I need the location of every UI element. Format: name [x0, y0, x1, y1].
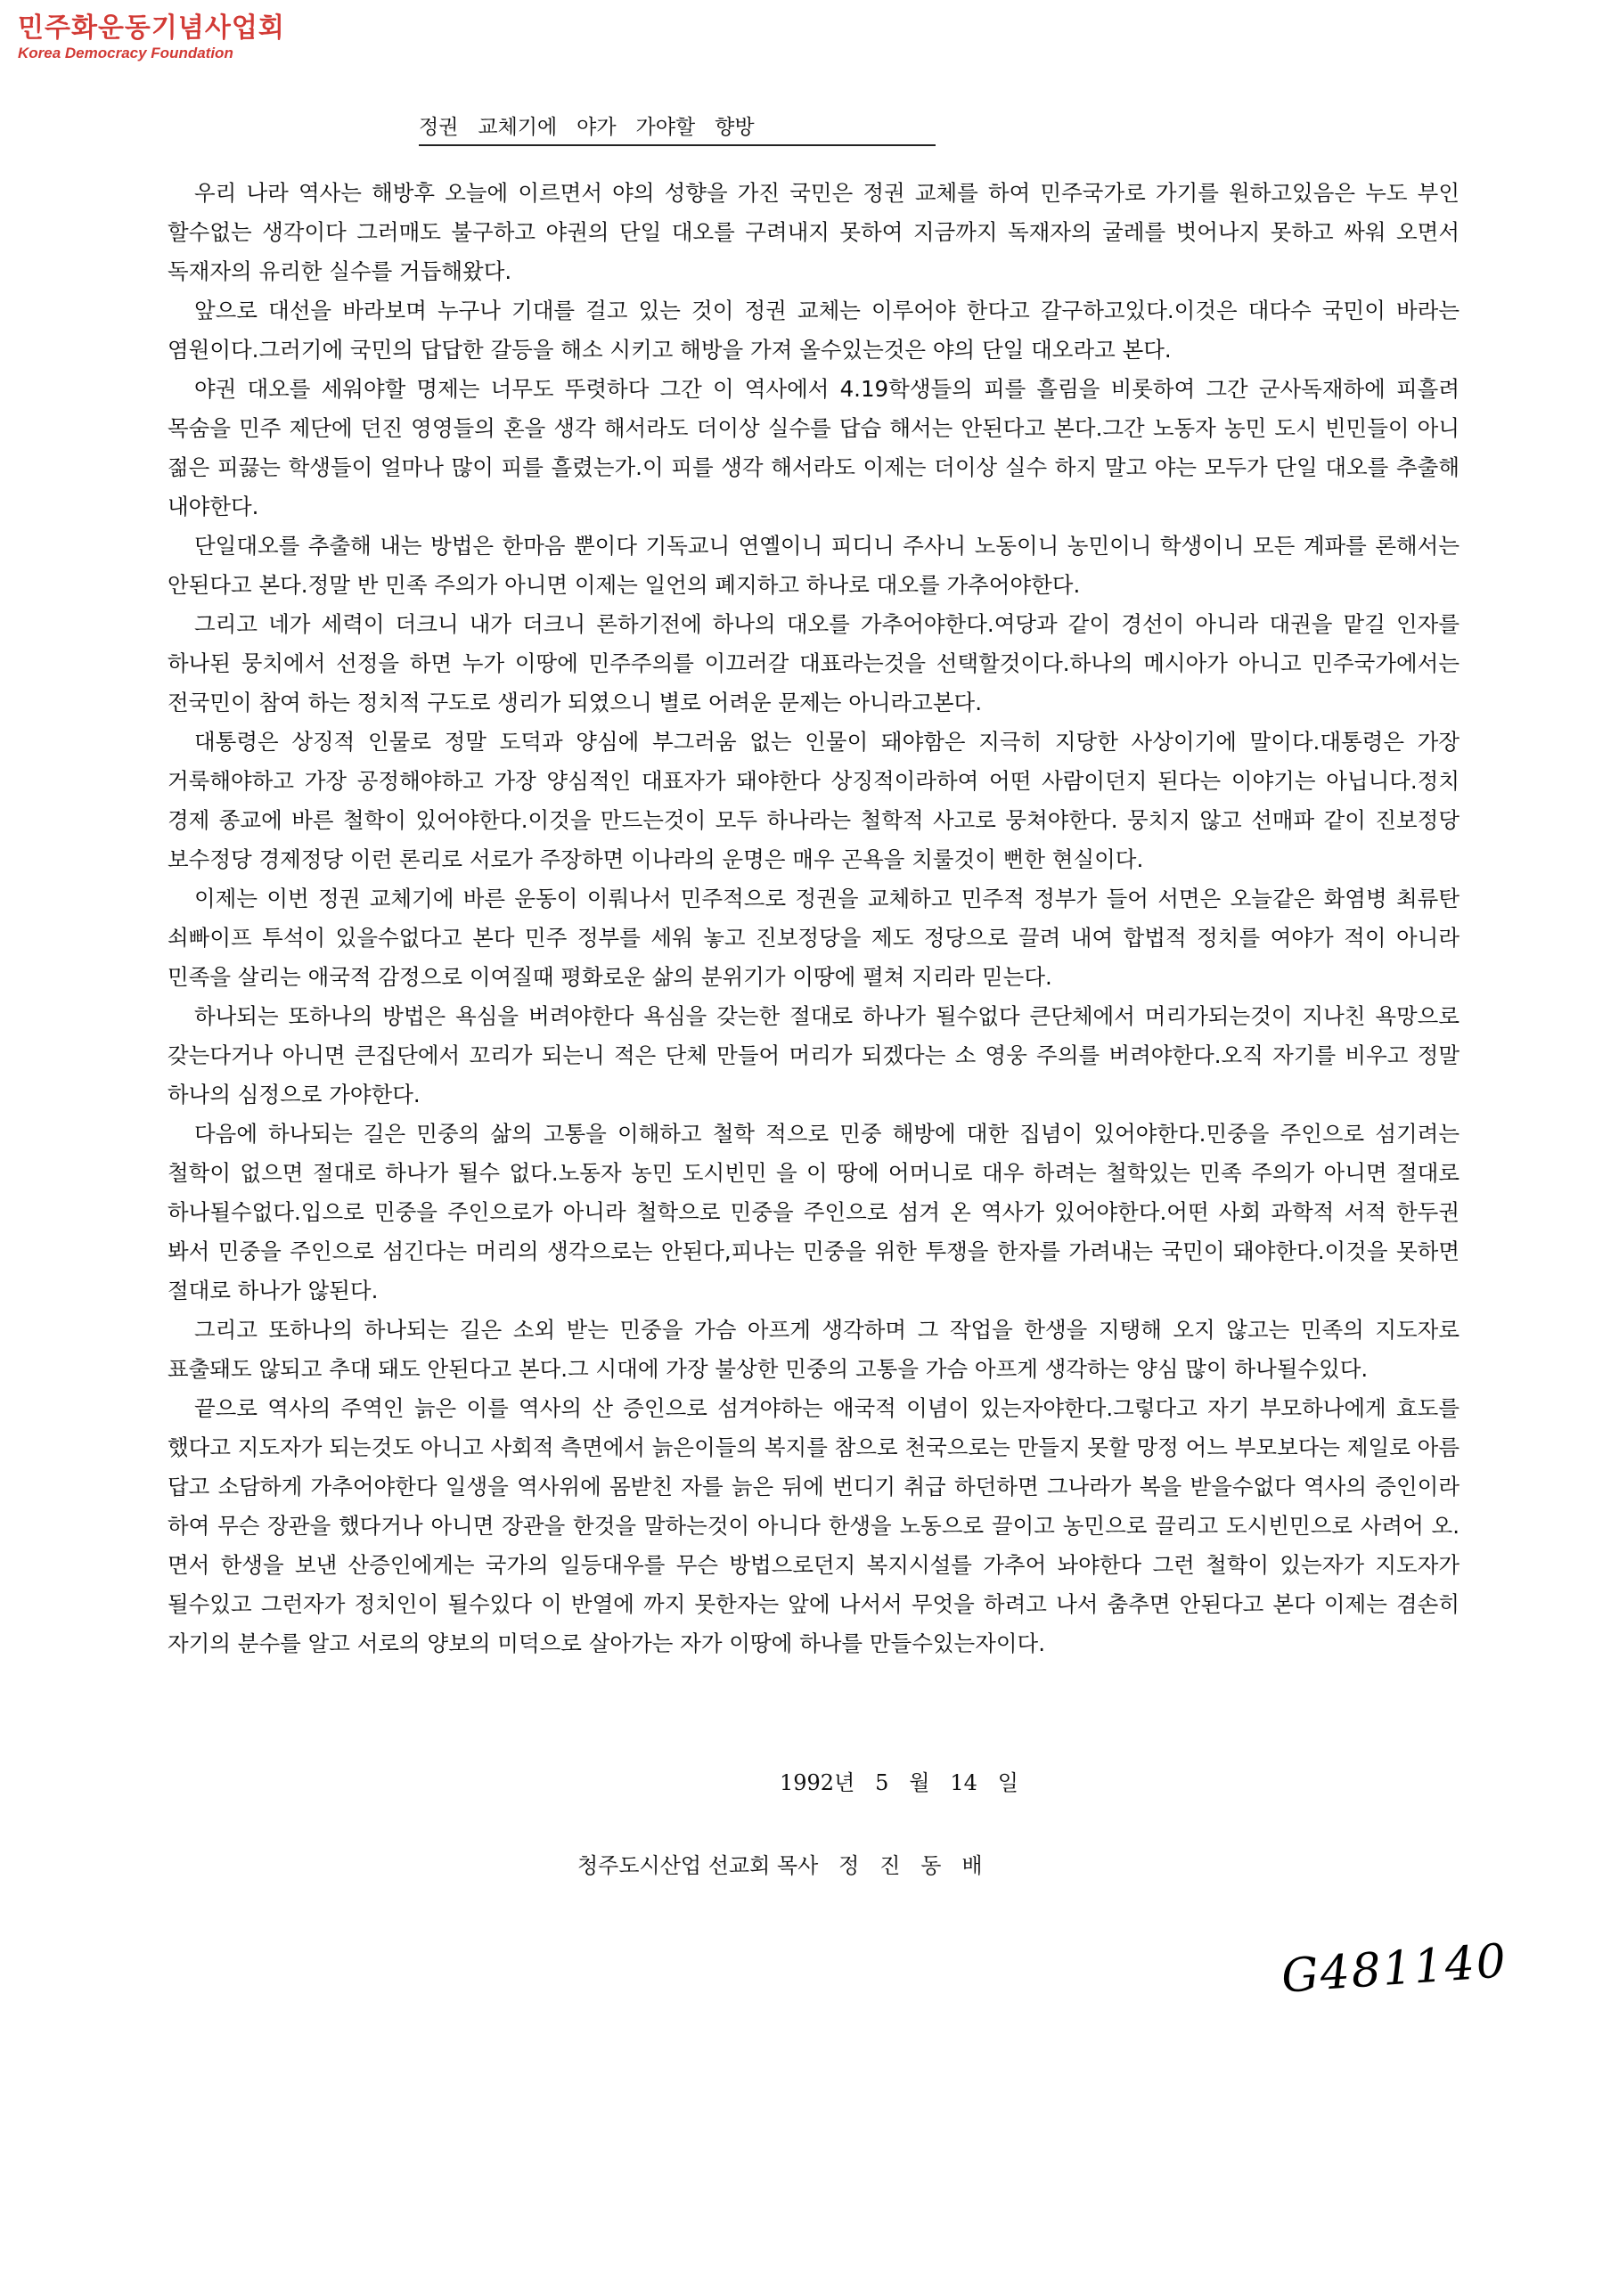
paragraph: 야권 대오를 세워야할 명제는 너무도 뚜렷하다 그간 이 역사에서 4.19학생들의 피를 흘림을 비롯하여 그간 군사독재하에 피흘려 목숨을 민주 제단에 던진 영영들의 혼을 생각 해서라도 더이상 실수를 답습 해서는 안된다고 본다.그간 노동자 농민 도시 빈민들이 아니 젊은 피끓는 학생들이 얼마나 많이 피를 흘렸는가.이 피를 생각 해서라도 이제는 더이상 실수 하지 말고 야는 모두가 단일 대오를 추출해 내야한다.: [168, 376, 1460, 519]
paragraph: 단일대오를 추출해 내는 방법은 한마음 뿐이다 기독교니 연옐이니 피디니 주사니 노동이니 농민이니 학생이니 모든 계파를 론해서는 안된다고 본다.정말 반 민족 주의가 아니면 이제는 일언의 폐지하고 하나로 대오를 가추어야한다.: [168, 533, 1460, 598]
document-body: [168, 174, 1460, 1663]
paragraph: 우리 나라 역사는 해방후 오늘에 이르면서 야의 성향을 가진 국민은 정권 교체를 하여 민주국가로 가기를 원하고있음은 누도 부인 할수없는 생각이다 그러매도 불구하고 야권의 단일 대오를 구려내지 못하여 지금까지 독재자의 굴레를 벗어나지 못하고 싸워 오면서 독재자의 유리한 실수를 거듭해왔다.: [168, 180, 1460, 284]
document-title: 정권 교체기에 야가 가야할 향방: [419, 114, 936, 146]
watermark-korean: 민주화운동기념사업회: [18, 12, 285, 44]
watermark-logo: [18, 12, 285, 62]
document-date: 1992년 5 월 14 일: [780, 1770, 1018, 1795]
paragraph: 끝으로 역사의 주역인 늙은 이를 역사의 산 증인으로 섬겨야하는 애국적 이념이 있는자야한다.그렇다고 자기 부모하나에게 효도를 했다고 지도자가 되는것도 아니고 사회적 측면에서 늙은이들의 복지를 참으로 천국으로는 만들지 못할 망정 어느 부모보다는 제일로 아름 답고 소담하게 가추어야한다 일생을 역사위에 몸받친 자를 늙은 뒤에 번디기 취급 하던하면 그나라가 복을 받을수없다 역사의 증인이라 하여 무슨 장관을 했다거나 아니면 장관을 한것을 말하는것이 아니다 한생을 노동으로 끌이고 농민으로 끌리고 도시빈민으로 사려어 오.면서 한생을 보낸 산증인에게는 국가의 일등대우를 무슨 방법으로던지 복지시설를 가추어 놔야한다 그런 철학이 있는자가 지도자가 될수있고 그런자가 정치인이 될수있다 이 반열에 까지 못한자는 앞에 나서서 무엇을 하려고 나서 춤추면 안된다고 본다 이제는 겸손히 자기의 분수를 알고 서로의 양보의 미덕으로 살아가는 자가 이땅에 하나를 만들수있는자이다.: [168, 1395, 1460, 1656]
paragraph: 앞으로 대선을 바라보며 누구나 기대를 걸고 있는 것이 정권 교체는 이루어야 한다고 갈구하고있다.이것은 대다수 국민이 바라는 염원이다.그러기에 국민의 답답한 갈등을 해소 시키고 해방을 가져 올수있는것은 야의 단일 대오라고 본다.: [168, 298, 1460, 363]
paragraph: 이제는 이번 정권 교체기에 바른 운동이 이뤄나서 민주적으로 정권을 교체하고 민주적 정부가 들어 서면은 오늘같은 화염병 최류탄 쇠빠이프 투석이 있을수없다고 본다 민주 정부를 세워 놓고 진보정당을 제도 정당으로 끌려 내여 합법적 정치를 여야가 적이 아니라 민족을 살리는 애국적 감정으로 이여질때 평화로운 삶의 분위기가 이땅에 펼쳐 지리라 믿는다.: [168, 886, 1460, 990]
archive-number: G481140: [1280, 1934, 1509, 2004]
paragraph: 그리고 네가 세력이 더크니 내가 더크니 론하기전에 하나의 대오를 가추어야한다.여당과 같이 경선이 아니라 대권을 맡길 인자를 하나된 뭉치에서 선정을 하면 누가 이땅에 민주주의를 이끄러갈 대표라는것을 선택할것이다.하나의 메시아가 아니고 민주국가에서는 전국민이 참여 하는 정치적 구도로 생리가 되였으니 별로 어려운 문제는 아니라고본다.: [168, 611, 1460, 715]
paragraph: 다음에 하나되는 길은 민중의 삶의 고통을 이해하고 철학 적으로 민중 해방에 대한 집념이 있어야한다.민중을 주인으로 섬기려는 철학이 없으면 절대로 하나가 될수 없다.노동자 농민 도시빈민 을 이 땅에 어머니로 대우 하려는 철학있는 민족 주의가 아니면 절대로 하나될수없다.입으로 민중을 주인으로가 아니라 철학으로 민중을 주인으로 섬겨 온 역사가 있어야한다.어떤 사회 과학적 서적 한두권 봐서 민중을 주인으로 섬긴다는 머리의 생각으로는 안된다,피나는 민중을 위한 투쟁을 한자를 가려내는 국민이 돼야한다.이것을 못하면 절대로 하나가 않된다.: [168, 1121, 1460, 1303]
watermark-english: Korea Democracy Foundation: [18, 45, 233, 61]
paragraph: 하나되는 또하나의 방법은 욕심을 버려야한다 욕심을 갖는한 절대로 하나가 될수없다 큰단체에서 머리가되는것이 지나친 욕망으로 갖는다거나 아니면 큰집단에서 꼬리가 되는니 적은 단체 만들어 머리가 되겠다는 소 영웅 주의를 버려야한다.오직 자기를 비우고 정말 하나의 심정으로 가야한다.: [168, 1003, 1460, 1107]
document-signature: 청주도시산업 선교회 목사 정 진 동 배: [577, 1853, 983, 1878]
paragraph: 그리고 또하나의 하나되는 길은 소외 받는 민중을 가슴 아프게 생각하며 그 작업을 한생을 지탱해 오지 않고는 민족의 지도자로 표출돼도 않되고 추대 돼도 안된다고 본다.그 시대에 가장 불상한 민중의 고통을 가슴 아프게 생각하는 양심 많이 하나될수있다.: [168, 1317, 1460, 1382]
paragraph: 대통령은 상징적 인물로 정말 도덕과 양심에 부그러움 없는 인물이 돼야함은 지극히 지당한 사상이기에 말이다.대통령은 가장 거룩해야하고 가장 공정해야하고 가장 양심적인 대표자가 돼야한다 상징적이라하여 어떤 사람이던지 된다는 이야기는 아닙니다.정치 경제 종교에 바른 철학이 있어야한다.이것을 만드는것이 모두 하나라는 철학적 사고로 뭉쳐야한다. 뭉치지 않고 선매파 같이 진보정당 보수정당 경제정당 이런 론리로 서로가 주장하면 이나라의 운명은 매우 곤욕을 치룰것이 뻔한 현실이다.: [168, 729, 1460, 872]
